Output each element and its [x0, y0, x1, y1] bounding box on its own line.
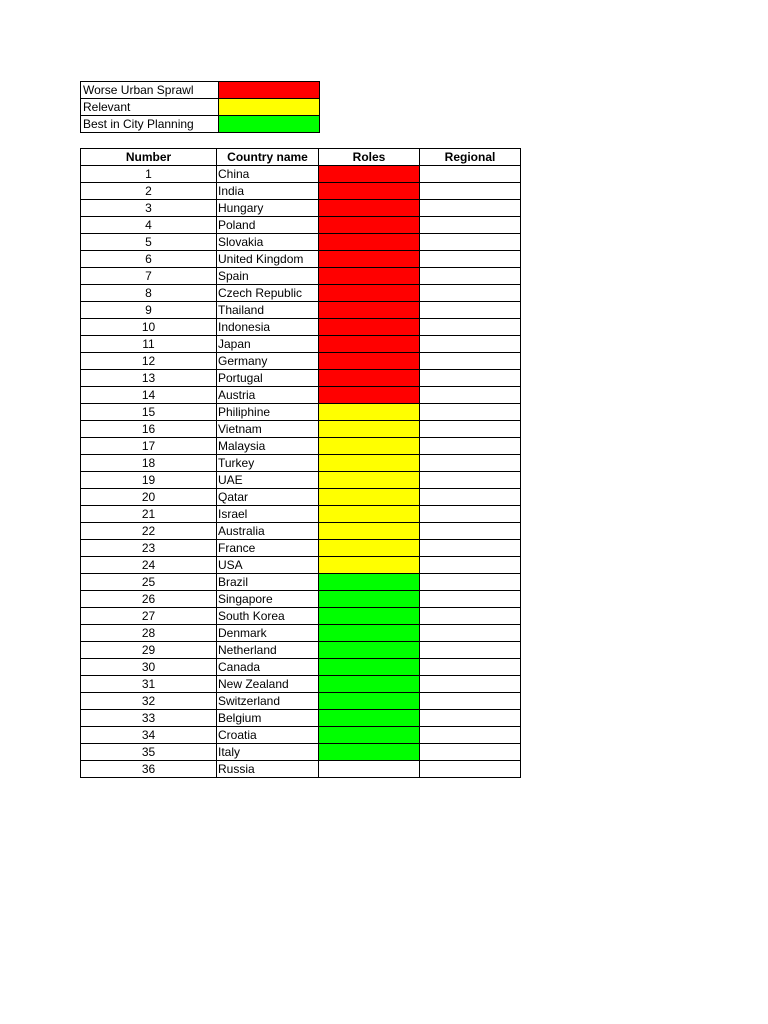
table-row [81, 251, 521, 268]
table-row [81, 608, 521, 625]
row-number: 6 [81, 251, 217, 268]
row-number: 1 [81, 166, 217, 183]
table-header [81, 149, 521, 166]
country-name: Spain [217, 268, 319, 285]
regional-cell [420, 659, 521, 676]
row-number: 26 [81, 591, 217, 608]
regional-cell [420, 557, 521, 574]
regional-cell [420, 625, 521, 642]
header-country-name: Country name [217, 149, 319, 166]
table-row [81, 489, 521, 506]
regional-cell [420, 217, 521, 234]
table-row [81, 761, 521, 778]
row-number: 36 [81, 761, 217, 778]
role-color-cell [319, 353, 420, 370]
table-row [81, 710, 521, 727]
row-number: 18 [81, 455, 217, 472]
table-row [81, 540, 521, 557]
legend-row [81, 82, 320, 99]
table-row [81, 336, 521, 353]
regional-cell [420, 387, 521, 404]
regional-cell [420, 234, 521, 251]
country-name: Malaysia [217, 438, 319, 455]
row-number: 30 [81, 659, 217, 676]
role-color-cell [319, 693, 420, 710]
country-name: Vietnam [217, 421, 319, 438]
role-color-cell [319, 404, 420, 421]
role-color-cell [319, 200, 420, 217]
country-name: China [217, 166, 319, 183]
regional-cell [420, 472, 521, 489]
row-number: 14 [81, 387, 217, 404]
table-row [81, 302, 521, 319]
role-color-cell [319, 268, 420, 285]
role-color-cell [319, 285, 420, 302]
regional-cell [420, 710, 521, 727]
regional-cell [420, 370, 521, 387]
country-name: Poland [217, 217, 319, 234]
legend-row [81, 116, 320, 133]
role-color-cell [319, 625, 420, 642]
country-name: France [217, 540, 319, 557]
country-name: United Kingdom [217, 251, 319, 268]
country-name: UAE [217, 472, 319, 489]
country-name: Switzerland [217, 693, 319, 710]
role-color-cell [319, 557, 420, 574]
regional-cell [420, 336, 521, 353]
table-row [81, 642, 521, 659]
regional-cell [420, 761, 521, 778]
table-row [81, 574, 521, 591]
country-name: India [217, 183, 319, 200]
table-body [81, 166, 521, 778]
row-number: 11 [81, 336, 217, 353]
role-color-cell [319, 166, 420, 183]
role-color-cell [319, 574, 420, 591]
legend-label: Worse Urban Sprawl [81, 82, 219, 99]
role-color-cell [319, 523, 420, 540]
regional-cell [420, 268, 521, 285]
table-row [81, 506, 521, 523]
table-row [81, 727, 521, 744]
regional-cell [420, 319, 521, 336]
row-number: 25 [81, 574, 217, 591]
country-name: Qatar [217, 489, 319, 506]
role-color-cell [319, 659, 420, 676]
header-regional: Regional [420, 149, 521, 166]
table-row [81, 200, 521, 217]
role-color-cell [319, 336, 420, 353]
regional-cell [420, 608, 521, 625]
row-number: 19 [81, 472, 217, 489]
row-number: 15 [81, 404, 217, 421]
role-color-cell [319, 489, 420, 506]
country-name: Russia [217, 761, 319, 778]
row-number: 21 [81, 506, 217, 523]
legend-color-swatch [219, 99, 320, 116]
row-number: 5 [81, 234, 217, 251]
regional-cell [420, 251, 521, 268]
table-row [81, 455, 521, 472]
role-color-cell [319, 506, 420, 523]
role-color-cell [319, 472, 420, 489]
country-name: Japan [217, 336, 319, 353]
country-name: Hungary [217, 200, 319, 217]
role-color-cell [319, 251, 420, 268]
regional-cell [420, 183, 521, 200]
regional-cell [420, 591, 521, 608]
header-roles: Roles [319, 149, 420, 166]
legend-color-swatch [219, 116, 320, 133]
row-number: 17 [81, 438, 217, 455]
row-number: 28 [81, 625, 217, 642]
role-color-cell [319, 642, 420, 659]
table-row [81, 676, 521, 693]
table-row [81, 387, 521, 404]
row-number: 2 [81, 183, 217, 200]
regional-cell [420, 676, 521, 693]
role-color-cell [319, 761, 420, 778]
country-name: Belgium [217, 710, 319, 727]
regional-cell [420, 523, 521, 540]
country-name: Denmark [217, 625, 319, 642]
table-row [81, 523, 521, 540]
country-name: Australia [217, 523, 319, 540]
regional-cell [420, 353, 521, 370]
legend-label: Best in City Planning [81, 116, 219, 133]
regional-cell [420, 540, 521, 557]
regional-cell [420, 285, 521, 302]
table-row [81, 353, 521, 370]
regional-cell [420, 200, 521, 217]
table-row [81, 319, 521, 336]
table-row [81, 591, 521, 608]
role-color-cell [319, 234, 420, 251]
regional-cell [420, 574, 521, 591]
country-name: Canada [217, 659, 319, 676]
regional-cell [420, 166, 521, 183]
table-row [81, 693, 521, 710]
regional-cell [420, 421, 521, 438]
row-number: 7 [81, 268, 217, 285]
table-row [81, 183, 521, 200]
row-number: 31 [81, 676, 217, 693]
country-name: Croatia [217, 727, 319, 744]
country-name: Turkey [217, 455, 319, 472]
row-number: 9 [81, 302, 217, 319]
row-number: 32 [81, 693, 217, 710]
country-name: Slovakia [217, 234, 319, 251]
regional-cell [420, 438, 521, 455]
table-row [81, 438, 521, 455]
row-number: 22 [81, 523, 217, 540]
country-name: Indonesia [217, 319, 319, 336]
role-color-cell [319, 744, 420, 761]
table-row [81, 268, 521, 285]
row-number: 23 [81, 540, 217, 557]
legend-row [81, 99, 320, 116]
country-table [80, 148, 521, 778]
header-number: Number [81, 149, 217, 166]
row-number: 10 [81, 319, 217, 336]
country-name: Philiphine [217, 404, 319, 421]
country-name: Brazil [217, 574, 319, 591]
country-name: Singapore [217, 591, 319, 608]
header-row [81, 149, 521, 166]
legend-color-swatch [219, 82, 320, 99]
country-name: Italy [217, 744, 319, 761]
regional-cell [420, 455, 521, 472]
table-row [81, 217, 521, 234]
role-color-cell [319, 387, 420, 404]
regional-cell [420, 489, 521, 506]
role-color-cell [319, 591, 420, 608]
country-name: Austria [217, 387, 319, 404]
role-color-cell [319, 438, 420, 455]
table-row [81, 625, 521, 642]
table-row [81, 234, 521, 251]
row-number: 35 [81, 744, 217, 761]
country-name: Czech Republic [217, 285, 319, 302]
table-row [81, 421, 521, 438]
role-color-cell [319, 421, 420, 438]
regional-cell [420, 302, 521, 319]
row-number: 13 [81, 370, 217, 387]
country-name: Thailand [217, 302, 319, 319]
regional-cell [420, 404, 521, 421]
legend-body [81, 82, 320, 133]
regional-cell [420, 506, 521, 523]
role-color-cell [319, 183, 420, 200]
country-name: New Zealand [217, 676, 319, 693]
row-number: 33 [81, 710, 217, 727]
role-color-cell [319, 319, 420, 336]
table-row [81, 472, 521, 489]
role-color-cell [319, 455, 420, 472]
regional-cell [420, 727, 521, 744]
role-color-cell [319, 370, 420, 387]
table-row [81, 370, 521, 387]
role-color-cell [319, 710, 420, 727]
country-name: Israel [217, 506, 319, 523]
regional-cell [420, 642, 521, 659]
table-row [81, 659, 521, 676]
table-row [81, 166, 521, 183]
country-name: South Korea [217, 608, 319, 625]
row-number: 34 [81, 727, 217, 744]
role-color-cell [319, 302, 420, 319]
row-number: 24 [81, 557, 217, 574]
row-number: 27 [81, 608, 217, 625]
table-row [81, 744, 521, 761]
table-row [81, 404, 521, 421]
legend-table [80, 81, 320, 133]
row-number: 12 [81, 353, 217, 370]
row-number: 20 [81, 489, 217, 506]
country-name: Netherland [217, 642, 319, 659]
role-color-cell [319, 608, 420, 625]
row-number: 4 [81, 217, 217, 234]
role-color-cell [319, 727, 420, 744]
regional-cell [420, 744, 521, 761]
table-row [81, 557, 521, 574]
table-row [81, 285, 521, 302]
legend-label: Relevant [81, 99, 219, 116]
row-number: 3 [81, 200, 217, 217]
country-name: Portugal [217, 370, 319, 387]
role-color-cell [319, 676, 420, 693]
row-number: 29 [81, 642, 217, 659]
role-color-cell [319, 540, 420, 557]
country-name: USA [217, 557, 319, 574]
role-color-cell [319, 217, 420, 234]
regional-cell [420, 693, 521, 710]
row-number: 8 [81, 285, 217, 302]
country-name: Germany [217, 353, 319, 370]
row-number: 16 [81, 421, 217, 438]
